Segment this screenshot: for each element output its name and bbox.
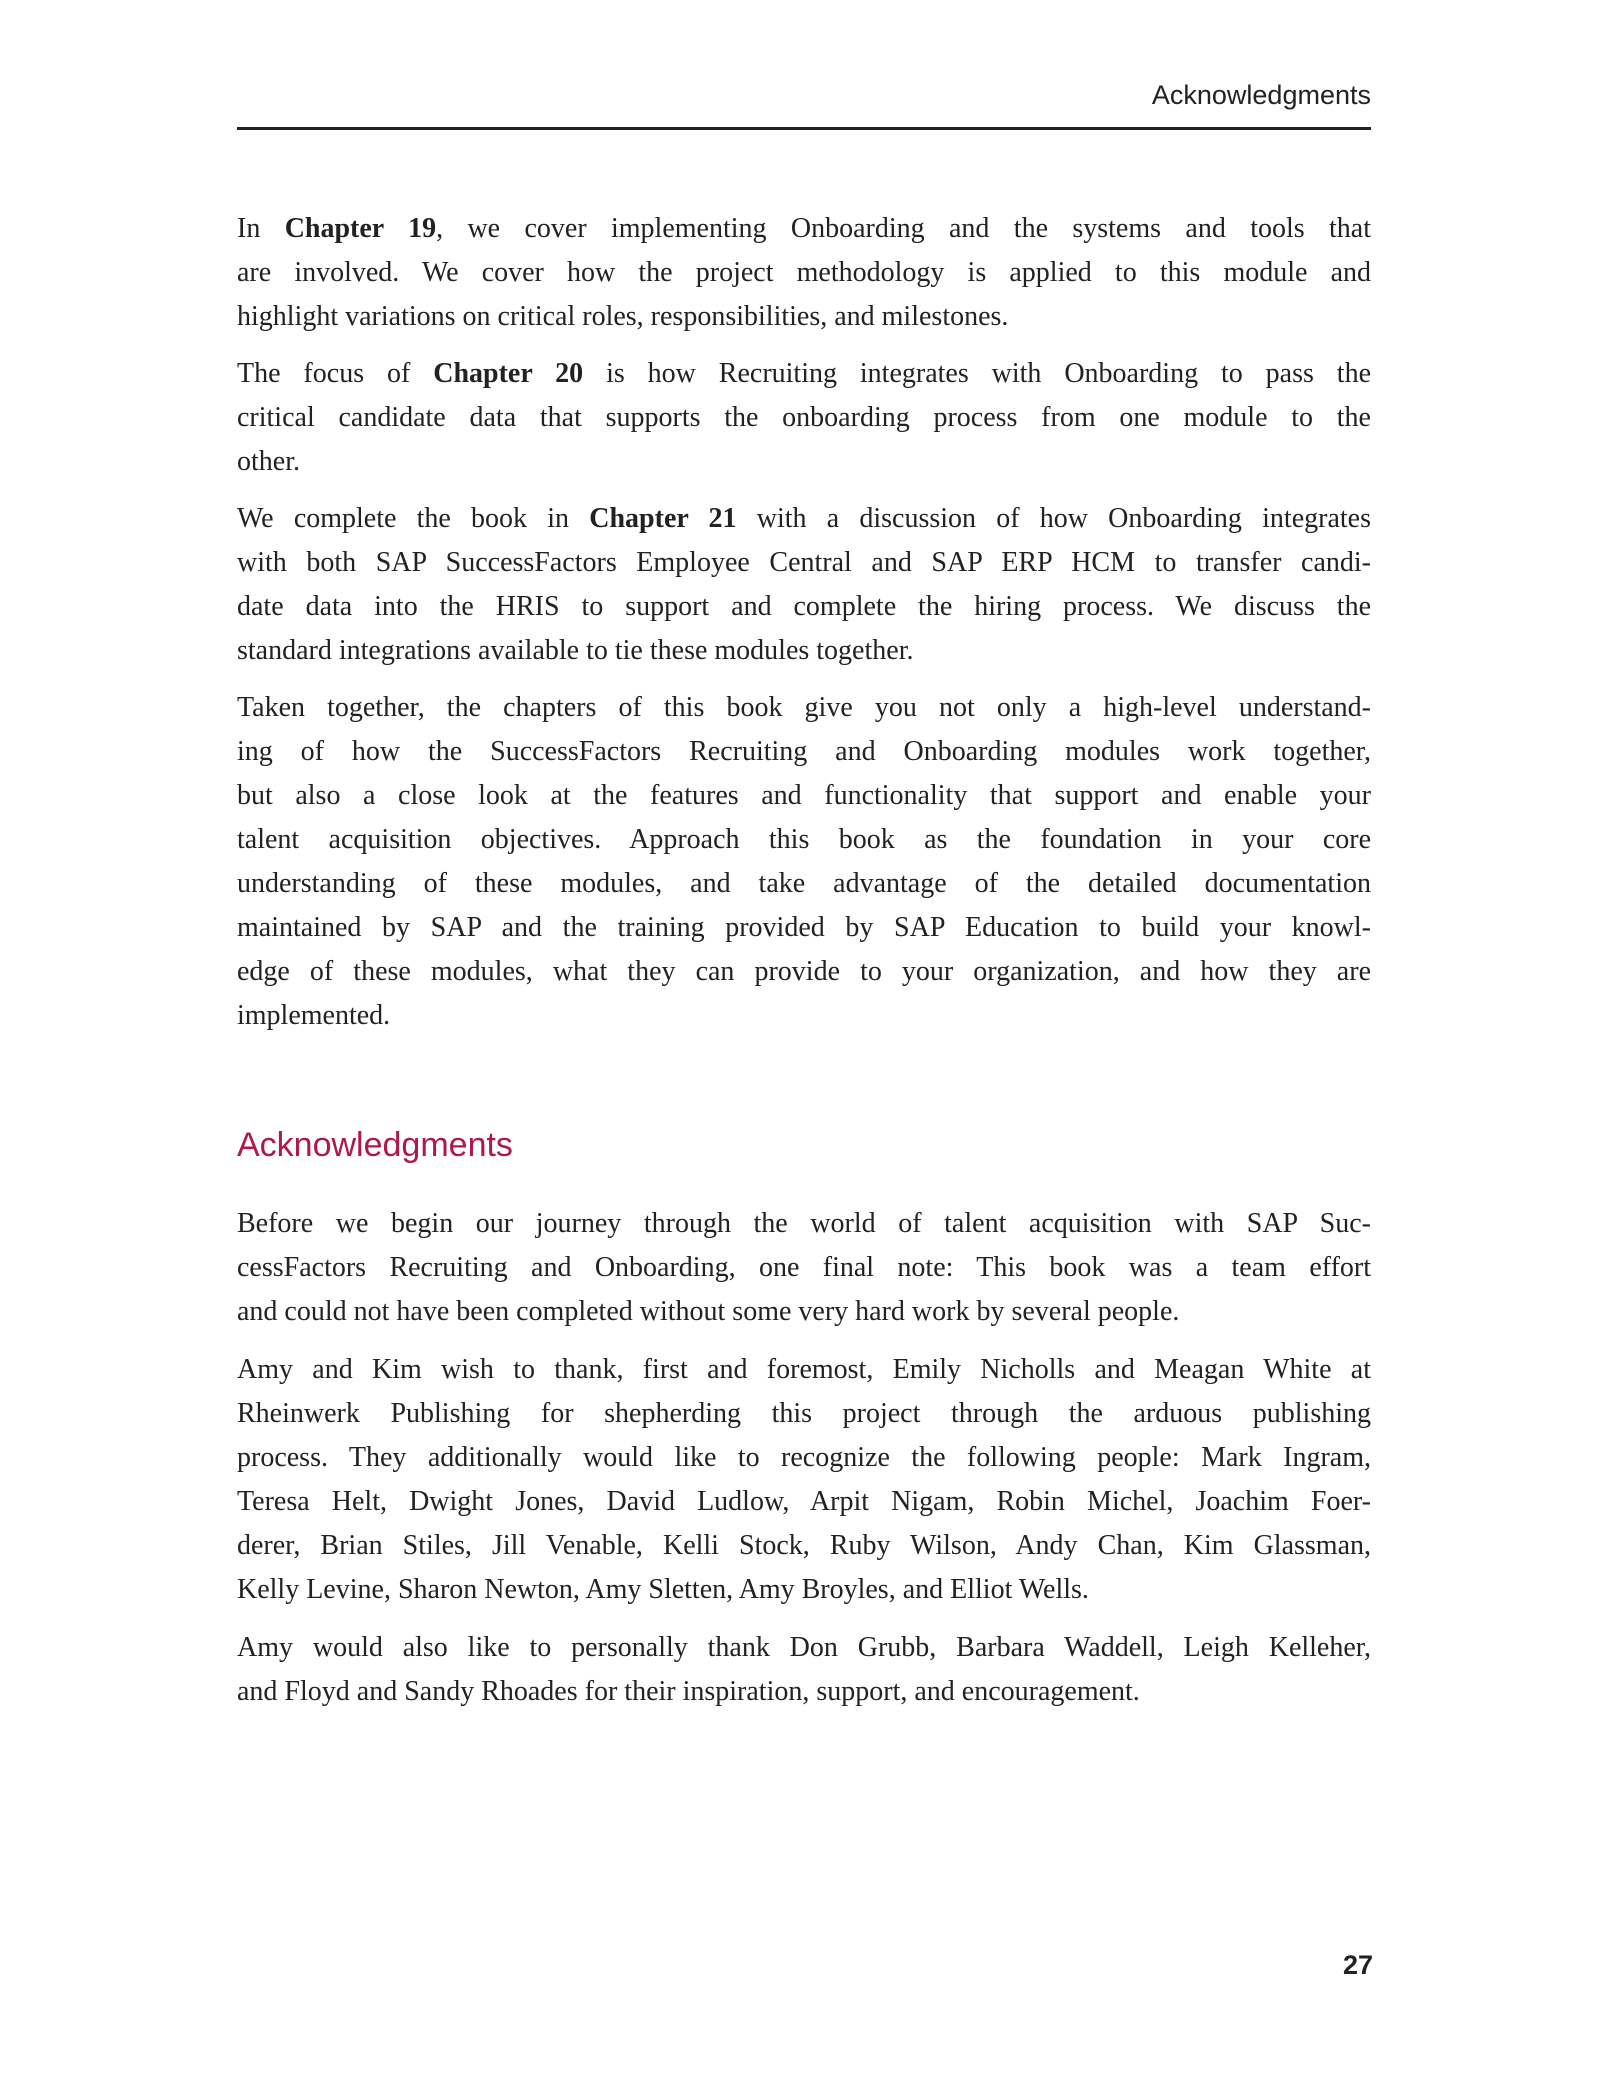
text-run: Kelly Levine, Sharon Newton, Amy Sletten, Amy Broyles, and Elliot Wells.	[237, 1574, 1089, 1605]
text-run: highlight variations on critical roles, responsibilities, and milestones.	[237, 301, 1009, 332]
text-line	[237, 1348, 1371, 1392]
text-run: date data into the HRIS to support and complete the hiring process. We discuss the	[237, 591, 1371, 622]
text-line	[237, 1626, 1371, 1670]
text-line	[237, 950, 1371, 994]
text-run: critical candidate data that supports the onboarding process from one module to the	[237, 402, 1371, 433]
text-line	[237, 541, 1371, 585]
bold-chapter-reference: Chapter 21	[589, 503, 737, 534]
text-line	[237, 396, 1371, 440]
text-line	[237, 251, 1371, 295]
text-run: Amy would also like to personally thank Don Grubb, Barbara Waddell, Leigh Kelleher,	[237, 1632, 1371, 1663]
text-run: with both SAP SuccessFactors Employee Central and SAP ERP HCM to transfer candi-	[237, 547, 1371, 578]
text-line	[237, 1568, 1371, 1612]
text-run: understanding of these modules, and take advantage of the detailed documentation	[237, 868, 1371, 899]
text-run: talent acquisition objectives. Approach this book as the foundation in your core	[237, 824, 1371, 855]
header-rule	[237, 127, 1371, 130]
text-line	[237, 1202, 1371, 1246]
text-line	[237, 1246, 1371, 1290]
text-run: , we cover implementing Onboarding and the systems and tools that	[436, 213, 1371, 244]
text-line	[237, 497, 1371, 541]
text-line	[237, 207, 1371, 251]
text-run: process. They additionally would like to recognize the following people: Mark Ingram,	[237, 1442, 1371, 1473]
running-header: Acknowledgments	[1151, 80, 1371, 110]
text-run: cessFactors Recruiting and Onboarding, one final note: This book was a team effort	[237, 1252, 1371, 1283]
section-heading: Acknowledgments	[237, 1126, 513, 1164]
text-line	[237, 295, 1371, 339]
text-line	[237, 686, 1371, 730]
text-run: maintained by SAP and the training provided by SAP Education to build your knowl-	[237, 912, 1371, 943]
paragraph-thanks	[237, 1348, 1371, 1612]
bold-chapter-reference: Chapter 19	[284, 213, 437, 244]
text-run: with a discussion of how Onboarding integrates	[736, 503, 1371, 534]
paragraph-chapter-19	[237, 207, 1371, 339]
text-line	[237, 440, 1371, 484]
text-run: Teresa Helt, Dwight Jones, David Ludlow, Arpit Nigam, Robin Michel, Joachim Foer-	[237, 1486, 1371, 1517]
paragraph-personal-thanks	[237, 1626, 1371, 1714]
text-line	[237, 994, 1371, 1038]
text-run: We complete the book in	[237, 503, 590, 534]
page-number: 27	[1342, 1950, 1373, 1980]
text-run: standard integrations available to tie these modules together.	[237, 635, 914, 666]
text-run: other.	[237, 446, 300, 477]
text-line	[237, 352, 1371, 396]
text-run: edge of these modules, what they can provide to your organization, and how they are	[237, 956, 1371, 987]
text-line	[237, 1670, 1371, 1714]
text-run: Taken together, the chapters of this book give you not only a high-level understand-	[237, 692, 1371, 723]
text-run: ing of how the SuccessFactors Recruiting and Onboarding modules work together,	[237, 736, 1371, 767]
text-line	[237, 730, 1371, 774]
paragraph-summary	[237, 686, 1371, 1038]
text-run: but also a close look at the features and functionality that support and enable your	[237, 780, 1371, 811]
text-line	[237, 906, 1371, 950]
text-run: Rheinwerk Publishing for shepherding this project through the arduous publishing	[237, 1398, 1371, 1429]
text-line	[237, 629, 1371, 673]
paragraph-team-effort	[237, 1202, 1371, 1334]
text-line	[237, 1480, 1371, 1524]
text-run: The focus of	[237, 358, 434, 389]
text-run: In	[237, 213, 285, 244]
text-run: Amy and Kim wish to thank, first and foremost, Emily Nicholls and Meagan White at	[237, 1354, 1371, 1385]
text-line	[237, 818, 1371, 862]
text-run: and could not have been completed without some very hard work by several people.	[237, 1296, 1180, 1327]
text-line	[237, 585, 1371, 629]
text-line	[237, 862, 1371, 906]
text-line	[237, 1290, 1371, 1334]
text-run: and Floyd and Sandy Rhoades for their inspiration, support, and encouragement.	[237, 1676, 1140, 1707]
text-run: is how Recruiting integrates with Onboarding to pass the	[583, 358, 1372, 389]
text-line	[237, 1524, 1371, 1568]
bold-chapter-reference: Chapter 20	[433, 358, 584, 389]
text-run: Before we begin our journey through the world of talent acquisition with SAP Suc-	[237, 1208, 1371, 1239]
text-line	[237, 774, 1371, 818]
text-run: are involved. We cover how the project methodology is applied to this module and	[237, 257, 1371, 288]
text-run: implemented.	[237, 1000, 391, 1031]
text-line	[237, 1392, 1371, 1436]
text-line	[237, 1436, 1371, 1480]
paragraph-chapter-20	[237, 352, 1371, 484]
paragraph-chapter-21	[237, 497, 1371, 673]
text-run: derer, Brian Stiles, Jill Venable, Kelli Stock, Ruby Wilson, Andy Chan, Kim Glassman,	[237, 1530, 1371, 1561]
